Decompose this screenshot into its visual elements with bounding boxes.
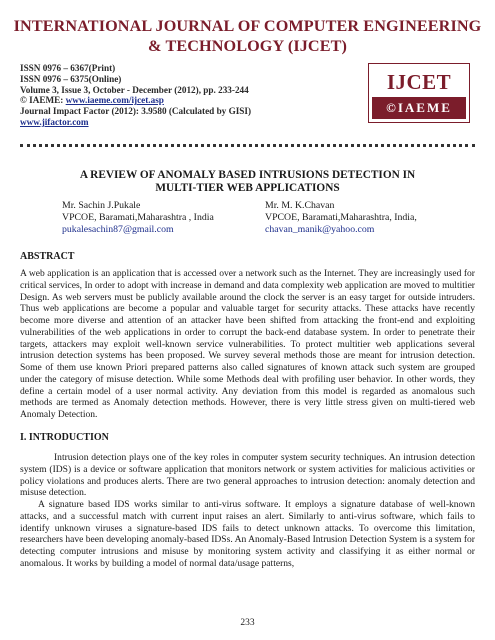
author-affiliation: VPCOE, Baramati,Maharashtra, India, xyxy=(265,212,417,224)
journal-meta xyxy=(20,63,360,128)
volume-info: Volume 3, Issue 3, October - December (2012), pp. 233-244 xyxy=(20,84,249,95)
logo-title: IJCET xyxy=(386,70,452,94)
introduction-paragraph: Intrusion detection plays one of the key roles in computer system security techniques. An intrusion detection system (IDS) is a device or software application that monitors network or system activities for malicious activities or policy violations and produces alerts. There are two general approaches to intrusion detection: anomaly detection and misuse detection. xyxy=(20,452,475,499)
paper-title-line2: MULTI-TIER WEB APPLICATIONS xyxy=(155,182,340,194)
iaeme-line xyxy=(20,95,360,106)
issn-online: ISSN 0976 – 6375(Online) xyxy=(20,73,122,84)
introduction-body xyxy=(20,452,475,570)
logo-publisher: ©IAEME xyxy=(372,97,466,119)
impact-factor: Journal Impact Factor (2012): 3.9580 (Calculated by GISI) xyxy=(20,106,252,117)
paper-title xyxy=(40,169,455,195)
introduction-paragraph: A signature based IDS works similar to anti-virus software. It employs a signature database of well-known attacks, and a successful match with current input raises an alert. Similarly to anti-virus software, which fails to identify unknown viruses a signature-based IDS fails to detect unknown attacks. To overcome this limitation, researchers have been developing anomaly-based IDSs. An Anomaly-Based Intrusion Detection System is a system for detecting computer intrusions and misuse by monitoring system activity and classifying it as either normal or anomalous. It works by building a model of normal data/usage patterns, xyxy=(20,499,475,569)
abstract-text: A web application is an application that is accessed over a network such as the Internet. They are increasingly used for critical services, In order to adopt with increase in demand and data complexity web application are moved to multitier Design. As web servers must be publicly available around the clock the server is an easy target for outside intruders. Thus web applications are become a popular and valuable target for security attacks. These attacks have recently become more diverse and attention of an attacker have been shifted from attacking the front-end and exploiting vulnerabilities of the web applications in order to corrupt the back-end database system. In order to penetrate their targets, attackers may exploit well-known service vulnerabilities. To protect multitier web applications several intrusion detection systems has been proposed. We survey several methods those are meant for intrusion detection. Some of them use known Priori prepared patterns also called signatures of known attack such system are grouped under the category of misuse detection. While some Methods deal with profiling user behavior. In other words, they define a certain model of a user normal activity. Any deviation from this model is regarded as anomalous such methods are termed as Anomaly detection methods. However, there is very little stress given on multi-tiered web Anomaly Detection. xyxy=(20,268,475,420)
author-block xyxy=(265,200,465,237)
ijcet-logo xyxy=(368,63,470,123)
introduction-heading: I. INTRODUCTION xyxy=(20,432,109,443)
abstract-heading: ABSTRACT xyxy=(20,251,75,262)
author-email[interactable]: pukalesachin87@gmail.com xyxy=(62,224,174,236)
jifactor-link[interactable]: www.jifactor.com xyxy=(20,116,89,127)
iaeme-link[interactable]: www.iaeme.com/ijcet.asp xyxy=(65,95,164,106)
issn-print: ISSN 0976 – 6367(Print) xyxy=(20,63,116,73)
author-affiliation: VPCOE, Baramati,Maharashtra , India xyxy=(62,212,214,224)
journal-title-line2: & TECHNOLOGY (IJCET) xyxy=(148,37,347,55)
header-divider xyxy=(20,144,475,147)
author-block xyxy=(62,200,262,237)
author-name: Mr. Sachin J.Pukale xyxy=(62,200,141,211)
paper-title-line1: A REVIEW OF ANOMALY BASED INTRUSIONS DETECTION IN xyxy=(79,169,416,181)
author-name: Mr. M. K.Chavan xyxy=(265,200,335,211)
page-number: 233 xyxy=(240,618,255,628)
journal-title-line1: INTERNATIONAL JOURNAL OF COMPUTER ENGINEERING xyxy=(13,17,482,35)
iaeme-prefix: © IAEME: xyxy=(20,95,66,106)
journal-title xyxy=(0,16,495,56)
author-email[interactable]: chavan_manik@yahoo.com xyxy=(265,224,375,236)
